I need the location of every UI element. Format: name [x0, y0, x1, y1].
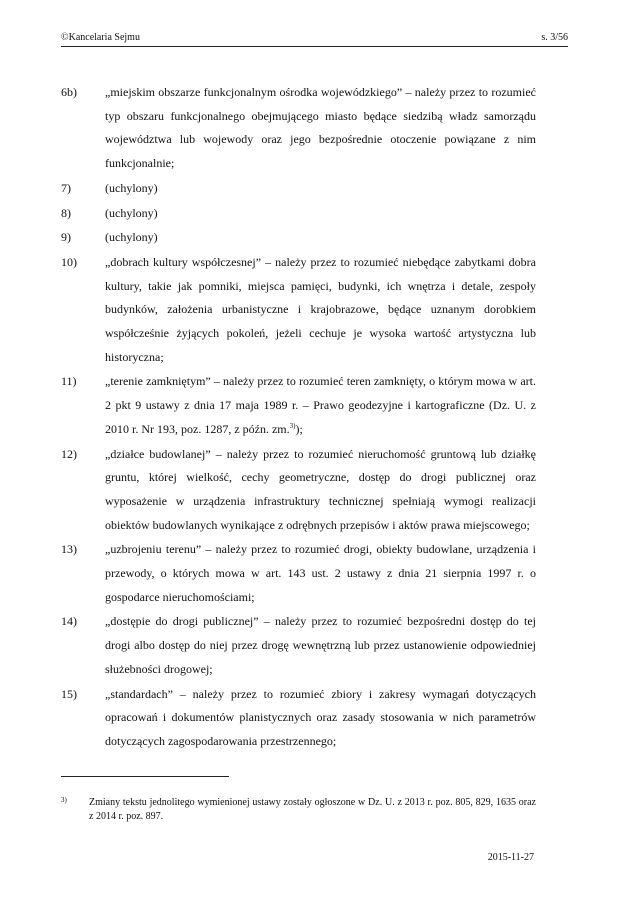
- footnote: [61, 796, 536, 824]
- footnote-number: 3): [61, 796, 67, 804]
- item-text: „uzbrojeniu terenu” – należy przez to rozumieć drogi, obiekty budowlane, urządzenia i przewody, o których mowa w art. 143 ust. 2 ustawy z dnia 21 sierpnia 1997 r. o gospodarce nieruchomościami;: [105, 542, 536, 604]
- item-number: 9): [61, 230, 71, 245]
- header-publisher: ©Kancelaria Sejmu: [61, 32, 140, 43]
- page-header: [61, 32, 568, 47]
- item-number: 8): [61, 205, 71, 220]
- list-item: [61, 226, 536, 250]
- footer-date: 2015-11-27: [487, 852, 534, 863]
- item-number: 12): [61, 446, 77, 461]
- item-number: 7): [61, 180, 71, 195]
- list-item: [61, 443, 536, 538]
- item-number: 10): [61, 254, 77, 269]
- list-item: [61, 81, 536, 176]
- item-text: „działce budowlanej” – należy przez to rozumieć nieruchomość gruntową lub działkę gruntu, której wielkość, cechy geometryczne, dostęp do drogi publicznej oraz wyposażenie w urządzenia infrastruktury technicznej spełniają wymogi realizacji obiektów budowlanych wynikające z odrębnych przepisów i aktów prawa miejscowego;: [105, 446, 536, 532]
- list-item: [61, 538, 536, 609]
- list-item: [61, 177, 536, 201]
- item-number: 11): [61, 374, 77, 389]
- item-text: „dostępie do drogi publicznej” – należy przez to rozumieć bezpośredni dostęp do tej drogi albo dostęp do niej przez drogę wewnętrzną lub przez ustanowienie odpowiedniej służebności drogowej;: [105, 614, 536, 676]
- item-number: 15): [61, 686, 77, 701]
- item-text: „miejskim obszarze funkcjonalnym ośrodka wojewódzkiego” – należy przez to rozumieć typ obszaru funkcjonalnego obejmującego miasto będące siedzibą władz samorządu województwa lub wojewody oraz jego bezpośrednie otoczenie powiązane z nim funkcjonalnie;: [105, 85, 536, 171]
- list-item: [61, 610, 536, 681]
- item-text: (uchylony): [105, 205, 158, 220]
- item-text-main: „terenie zamkniętym” – należy przez to rozumieć teren zamknięty, o którym mowa w art. 2 pkt 9 ustawy z dnia 17 maja 1989 r. – Prawo geodezyjne i kartograficzne (Dz. U. z 2010 r. Nr 193, poz. 1287, z późn. zm.: [105, 374, 536, 436]
- document-body: [61, 81, 536, 755]
- item-text-tail: );: [295, 421, 303, 436]
- list-item: [61, 683, 536, 754]
- footnote-divider: [61, 776, 229, 777]
- list-item: [61, 202, 536, 226]
- item-text: (uchylony): [105, 180, 158, 195]
- item-number: 6b): [61, 85, 77, 99]
- list-item: [61, 370, 536, 441]
- header-page-number: s. 3/56: [541, 32, 568, 43]
- item-text: [105, 370, 536, 441]
- item-number: 13): [61, 542, 77, 557]
- footnote-reference[interactable]: 3): [289, 421, 296, 430]
- footnote-text: Zmiany tekstu jednolitego wymienionej ustawy zostały ogłoszone w Dz. U. z 2013 r. poz. 805, 829, 1635 oraz z 2014 r. poz. 897.: [89, 797, 536, 822]
- list-item: [61, 251, 536, 370]
- item-text: (uchylony): [105, 230, 158, 245]
- item-text: „standardach” – należy przez to rozumieć zbiory i zakresy wymagań dotyczących opracowań i dokumentów planistycznych oraz zasady stosowania w nich parametrów dotyczących zagospodarowania przestrzennego;: [105, 686, 536, 748]
- item-number: 14): [61, 614, 77, 629]
- item-text: „dobrach kultury współczesnej” – należy przez to rozumieć niebędące zabytkami dobra kultury, takie jak pomniki, miejsca pamięci, budynki, ich wnętrza i detale, zespoły budynków, założenia urbanistyczne i krajobrazowe, będące uznanym dorobkiem współcześnie żyjących pokoleń, jeżeli cechuje je wysoka wartość artystyczna lub historyczna;: [105, 254, 536, 364]
